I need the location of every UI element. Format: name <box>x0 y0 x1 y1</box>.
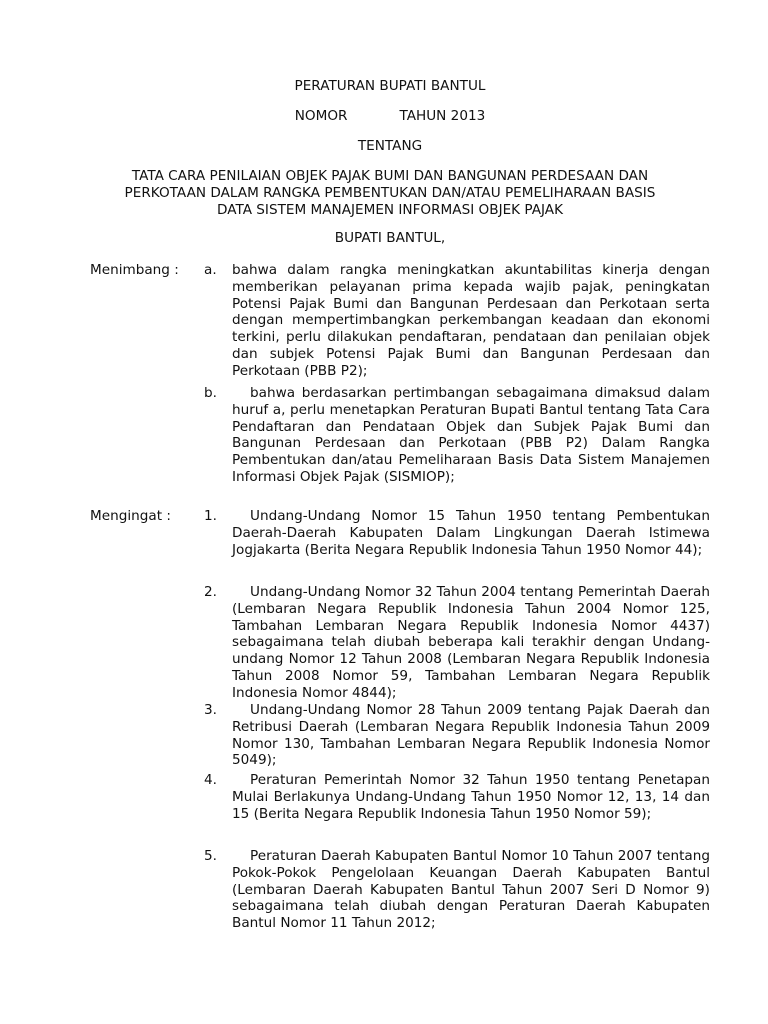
mengingat-item-5 <box>232 848 710 932</box>
menimbang-item-a: bahwa dalam rangka meningkatkan akuntabilitas kinerja dengan memberikan pelayanan prima kepada wajib pajak, peningkatan Potensi Pajak Bumi dan Bangunan Perdesaan dan Perkotaan serta dengan mempertimbangkan perkembangan keadaan dan ekonomi terkini, perlu dilakukan pendaftaran, pendataan dan penilaian objek dan subjek Potensi Pajak Bumi dan Bangunan Perdesaan dan Perkotaan (PBB P2); <box>232 262 710 379</box>
mengingat-item-4-text: Peraturan Pemerintah Nomor 32 Tahun 1950 tentang Penetapan Mulai Berlakunya Undang-Undang Tahun 1950 Nomor 12, 13, 14 dan 15 (Berita Negara Republik Indonesia Tahun 1950 Nomor 59); <box>232 772 710 822</box>
mengingat-marker-2: 2. <box>204 584 217 600</box>
subject-line-2: PERKOTAAN DALAM RANGKA PEMBENTUKAN DAN/ATAU PEMELIHARAAN BASIS <box>124 185 656 201</box>
mengingat-item-1-text: Undang-Undang Nomor 15 Tahun 1950 tentang Pembentukan Daerah-Daerah Kabupaten Dalam Lingkungan Daerah Istimewa Jogjakarta (Berita Negara Republik Indonesia Tahun 1950 Nomor 44); <box>232 508 710 558</box>
menimbang-marker-b: b. <box>204 385 217 401</box>
regulation-number-line <box>88 108 692 125</box>
tahun-label: TAHUN 2013 <box>399 108 486 124</box>
mengingat-item-4 <box>232 772 710 822</box>
nomor-label: NOMOR <box>294 108 348 124</box>
mengingat-marker-1: 1. <box>204 508 217 524</box>
mengingat-marker-3: 3. <box>204 702 217 718</box>
mengingat-item-2 <box>232 584 710 702</box>
subject-line-1: TATA CARA PENILAIAN OBJEK PAJAK BUMI DAN BANGUNAN PERDESAAN DAN <box>131 168 649 184</box>
mengingat-item-3-text: Undang-Undang Nomor 28 Tahun 2009 tentang Pajak Daerah dan Retribusi Daerah (Lembaran Negara Republik Indonesia Tahun 2009 Nomor 130, Tambahan Lembaran Negara Republik Indonesia Nomor 5049); <box>232 702 710 769</box>
menimbang-label: Menimbang : <box>90 262 179 278</box>
mengingat-marker-4: 4. <box>204 772 217 788</box>
tentang-heading: TENTANG <box>357 138 423 154</box>
mengingat-item-2-text: Undang-Undang Nomor 32 Tahun 2004 tentang Pemerintah Daerah (Lembaran Negara Republik Indonesia Tahun 2004 Nomor 125, Tambahan Lembaran Negara Republik Indonesia Nomor 4437) sebagaimana telah diubah beberapa kali terakhir dengan Undang-undang Nomor 12 Tahun 2008 (Lembaran Negara Republik Indonesia Tahun 2008 Nomor 59, Tambahan Lembaran Negara Republik Indonesia Nomor 4844); <box>232 584 710 701</box>
regulation-title: PERATURAN BUPATI BANTUL <box>294 78 486 94</box>
menimbang-item-b <box>232 385 710 486</box>
regulation-subject <box>80 168 700 219</box>
menimbang-item-b-text: bahwa berdasarkan pertimbangan sebagaimana dimaksud dalam huruf a, perlu menetapkan Peraturan Bupati Bantul tentang Tata Cara Pendaftaran dan Pendataan Objek dan Subjek Pajak Bumi dan Bangunan Perdesaan dan Perkotaan (PBB P2) Dalam Rangka Pembentukan dan/atau Pemeliharaan Basis Data Sistem Manajemen Informasi Objek Pajak (SISMIOP); <box>232 385 710 485</box>
mengingat-label: Mengingat : <box>90 508 171 524</box>
subject-line-3: DATA SISTEM MANAJEMEN INFORMASI OBJEK PAJAK <box>216 202 564 218</box>
menimbang-marker-a: a. <box>204 262 217 278</box>
mengingat-item-1 <box>232 508 710 558</box>
mengingat-item-5-text: Peraturan Daerah Kabupaten Bantul Nomor 10 Tahun 2007 tentang Pokok-Pokok Pengelolaan Keuangan Daerah Kabupaten Bantul (Lembaran Daerah Kabupaten Bantul Tahun 2007 Seri D Nomor 9) sebagaimana telah diubah dengan Peraturan Daerah Kabupaten Bantul Nomor 11 Tahun 2012; <box>232 848 710 932</box>
bupati-heading: BUPATI BANTUL, <box>334 230 446 246</box>
mengingat-item-3 <box>232 702 710 769</box>
mengingat-marker-5: 5. <box>204 848 217 864</box>
